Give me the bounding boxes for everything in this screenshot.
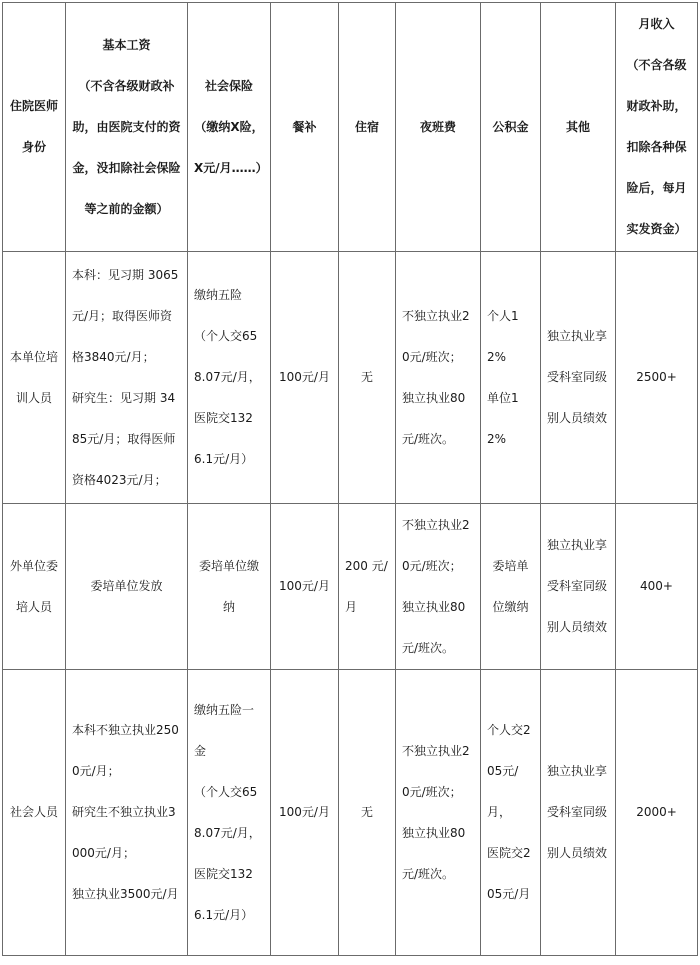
cell-night: 不独立执业20元/班次； 独立执业80元/班次。	[396, 252, 481, 504]
cell-night: 不独立执业20元/班次； 独立执业80元/班次。	[396, 670, 481, 956]
cell-identity: 外单位委培人员	[3, 504, 66, 670]
header-basic-salary: 基本工资 （不含各级财政补助，由医院支付的资金，没扣除社会保险等之前的金额）	[66, 3, 188, 252]
cell-income: 2500+	[616, 252, 698, 504]
cell-identity: 本单位培训人员	[3, 252, 66, 504]
cell-housing: 200 元/月	[339, 504, 396, 670]
table-row	[3, 504, 698, 670]
header-social-insurance: 社会保险 （缴纳X险，X元/月……）	[188, 3, 271, 252]
header-meal: 餐补	[271, 3, 339, 252]
table-row	[3, 670, 698, 956]
cell-other: 独立执业享受科室同级别人员绩效	[541, 504, 616, 670]
cell-meal: 100元/月	[271, 252, 339, 504]
cell-housing: 无	[339, 670, 396, 956]
header-housing: 住宿	[339, 3, 396, 252]
cell-other: 独立执业享受科室同级别人员绩效	[541, 670, 616, 956]
cell-meal: 100元/月	[271, 504, 339, 670]
header-row	[3, 3, 698, 252]
cell-night: 不独立执业20元/班次； 独立执业80元/班次。	[396, 504, 481, 670]
cell-housing: 无	[339, 252, 396, 504]
cell-income: 2000+	[616, 670, 698, 956]
cell-identity: 社会人员	[3, 670, 66, 956]
cell-salary: 本科：见习期 3065元/月；取得医师资格3840元/月； 研究生：见习期 3485元/月；取得医师资格4023元/月；	[66, 252, 188, 504]
cell-insurance: 缴纳五险 （个人交658.07元/月，医院交1326.1元/月）	[188, 252, 271, 504]
header-housing-fund: 公积金	[481, 3, 541, 252]
cell-income: 400+	[616, 504, 698, 670]
header-other: 其他	[541, 3, 616, 252]
cell-meal: 100元/月	[271, 670, 339, 956]
table-row	[3, 252, 698, 504]
cell-fund: 个人12% 单位12%	[481, 252, 541, 504]
cell-other: 独立执业享受科室同级别人员绩效	[541, 252, 616, 504]
cell-fund: 委培单位缴纳	[481, 504, 541, 670]
salary-table	[2, 2, 698, 956]
header-identity: 住院医师 身份	[3, 3, 66, 252]
header-night-shift: 夜班费	[396, 3, 481, 252]
cell-insurance: 缴纳五险一金 （个人交658.07元/月，医院交1326.1元/月）	[188, 670, 271, 956]
cell-insurance: 委培单位缴纳	[188, 504, 271, 670]
cell-salary: 委培单位发放	[66, 504, 188, 670]
cell-fund: 个人交205元/月， 医院交205元/月	[481, 670, 541, 956]
header-monthly-income: 月收入 （不含各级财政补助，扣除各种保险后，每月实发资金）	[616, 3, 698, 252]
cell-salary: 本科不独立执业2500元/月； 研究生不独立执业3000元/月； 独立执业3500元/月	[66, 670, 188, 956]
